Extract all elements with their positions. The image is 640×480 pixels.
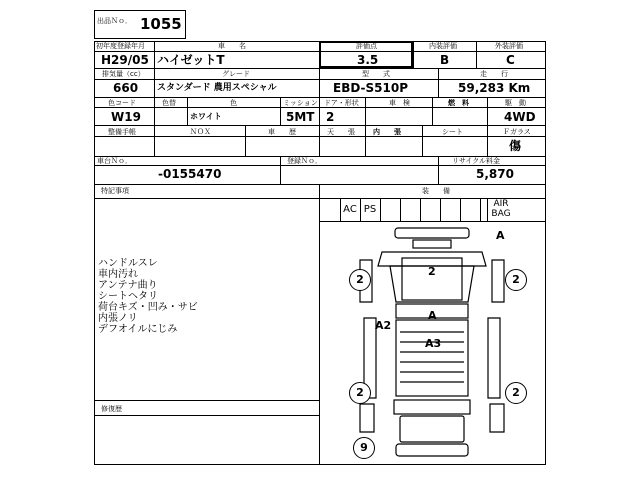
model-value: EBD-S510P [333,81,408,95]
repair-label: 修復歴 [101,405,122,413]
mark-right-rear-tire: 2 [505,382,527,404]
equipment-airbag: AIR BAG [491,199,511,219]
drive-value: 4WD [504,110,536,124]
first-reg-label: 初年度登録年月 [96,42,145,50]
maintenance-label: 整備手帳 [108,128,136,136]
mark-right-front-tire: 2 [505,269,527,291]
mark-left-front-tire: 2 [349,269,371,291]
mark-cab-back: A [428,309,437,322]
displacement-value: 660 [113,81,139,95]
mark-cab-roof: 2 [428,265,436,278]
mileage-value: 59,283 Km [458,81,531,95]
note-line: シートヘタリ [98,291,158,302]
score-label: 評価点 [356,42,377,50]
mark-top-right: A [496,229,505,242]
model-label: 型 式 [362,70,390,78]
chassis-no-value: -0155470 [158,167,222,181]
color-swap-label: 色替 [162,99,176,107]
note-line: アンテナ曲り [98,280,158,291]
displacement-label: 排気量（cc） [102,70,145,78]
note-line: ハンドルスレ [98,258,158,269]
equipment-row [320,198,546,221]
exterior-grade-value: C [506,53,515,67]
history-label: 車 歴 [268,128,296,136]
note-line: 荷台キズ・凹み・サビ [98,302,198,313]
seat-label: シート [442,128,463,136]
lot-number: 1055 [140,15,182,33]
mark-spare-tire: 9 [353,437,375,459]
note-line: 内張ノリ [98,313,138,324]
grade-value: スタンダード 農用スペシャル [157,83,277,93]
color-value: ホワイト [190,112,222,121]
grade-label: グレード [222,70,250,78]
mark-left-rear-tire: 2 [349,382,371,404]
reg-no-label: 登録Ｎｏ． [287,157,322,165]
fuel-label: 燃 料 [448,99,469,107]
notes-label: 特記事項 [101,187,129,195]
note-line: 車内汚れ [98,269,138,280]
transmission-label: ミッション [283,99,318,107]
mark-bed: A3 [425,337,442,350]
doors-shape-label: ドア・形状 [324,99,359,107]
vehicle-class-label: 車 検 [389,99,410,107]
f-glass-label: Ｆガラス [503,128,531,136]
transmission-value: 5MT [286,110,315,124]
chassis-no-label: 車台Ｎｏ． [97,157,132,165]
interior-lining-label: 内 張 [373,128,401,136]
first-reg-value: H29/05 [101,53,149,67]
score-value: 3.5 [357,53,379,67]
interior-grade-value: B [440,53,450,67]
recycle-fee-label: リサイクル料金 [452,157,501,165]
equipment-ps: PS [363,204,377,215]
nox-label: ＮＯＸ [190,128,211,136]
mileage-label: 走 行 [480,70,508,78]
equipment-label: 装 備 [422,187,450,195]
recycle-fee-value: 5,870 [476,167,514,181]
f-glass-value: 傷 [509,139,522,153]
color-code-value: W19 [111,110,141,124]
note-line: デフオイルにじみ [98,324,178,335]
mark-bed-side: A2 [375,319,392,332]
car-name-value: ハイゼットT [157,53,225,67]
doors-shape-value: 2 [326,110,335,124]
interior-grade-label: 内装評価 [429,42,457,50]
drive-label: 駆 動 [505,99,526,107]
sunroof-label: 天 張 [327,128,355,136]
equipment-ac: AC [343,204,357,215]
color-label: 色 [230,99,237,107]
color-code-label: 色コード [108,99,136,107]
lot-number-label: 出品Ｎｏ． [97,17,132,25]
car-name-label: 車 名 [218,42,246,50]
exterior-grade-label: 外装評価 [495,42,523,50]
